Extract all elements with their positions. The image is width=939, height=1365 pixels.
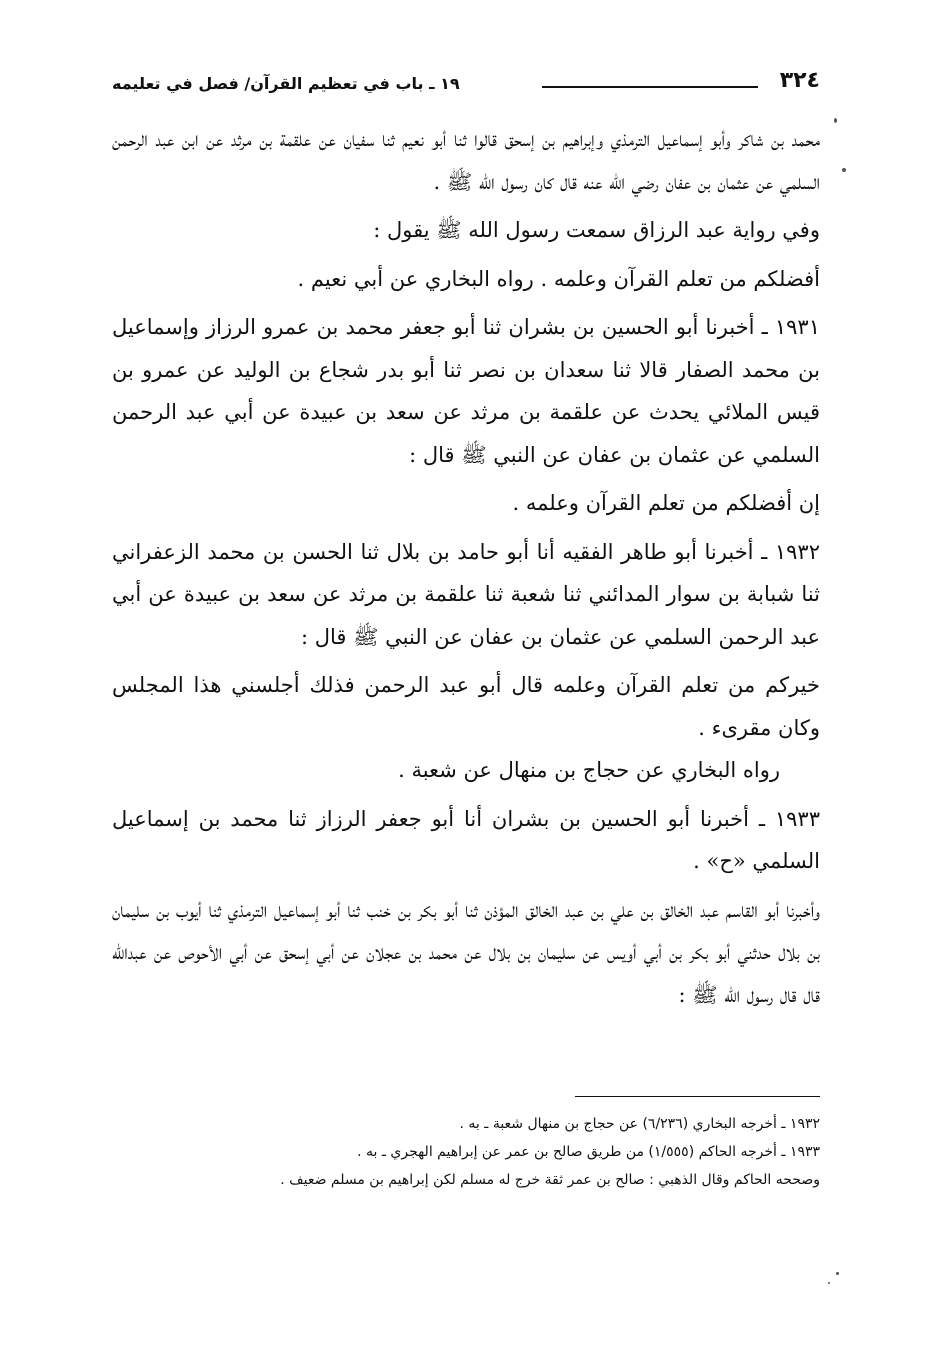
paragraph-hadith-1933: ١٩٣٣ ـ أخبرنا أبو الحسين بن بشران أنا أبو جعفر الرزاز ثنا محمد بن إسماعيل السلمي «ح» . [112,806,820,873]
scan-speck [834,118,837,123]
paragraph-hadith-1932: ١٩٣٢ ـ أخبرنا أبو طاهر الفقيه أنا أبو حامد بن بلال ثنا الحسن بن محمد الزعفراني ثنا شبابة بن سوار المدائني ثنا شعبة ثنا علقمة بن مرثد عن سعد بن عبيدة عن أبي عبد الرحمن السلمي عن عثمان بن عفان عن النبي ﷺ قال : [112,539,820,649]
paragraph-hadith-1933-second-chain: وأخبرنا أبو القاسم عبد الخالق بن علي بن عبد الخالق المؤذن ثنا أبو بكر بن خنب ثنا أبو إسماعيل الترمذي ثنا أيوب بن سليمان بن بلال حدثني أبو بكر بن أبي أويس عن سليمان بن بلال عن محمد بن عجلان عن أبي إسحق عن أبي الأحوص عن عبدالله قال قال رسول الله ﷺ : [112,897,820,1007]
paragraph-bukhari-attribution: رواه البخاري عن حجاج بن منهال عن شعبة . [398,758,780,782]
scan-speck [836,1272,839,1275]
paragraph-hadith-1932-matn: خيركم من تعلم القرآن وعلمه قال أبو عبد الرحمن فذلك أجلسني هذا المجلس وكان مقرىء . [112,673,820,740]
header-rule [542,86,758,88]
footnotes [112,1112,820,1196]
paragraph-isnad-continuation: محمد بن شاكر وأبو إسماعيل الترمذي وإبراهيم بن إسحق قالوا ثنا أبو نعيم ثنا سفيان عن علقمة بن مرثد عن ابن عبد الرحمن السلمي عن عثمان بن عفان رضي الله عنه قال كان رسول الله ﷺ . [112,127,820,194]
footnote-1933: ١٩٣٣ ـ أخرجه الحاكم (١/٥٥٥) من طريق صالح بن عمر عن إبراهيم الهجري ـ به . [357,1144,820,1160]
paragraph-hadith-1931-matn: إن أفضلكم من تعلم القرآن وعلمه . [512,491,820,515]
page-header [112,62,820,102]
scan-speck [828,1282,830,1284]
footnote-1932: ١٩٣٢ ـ أخرجه البخاري (٦/٢٣٦) عن حجاج بن منهال شعبة ـ به . [459,1116,820,1132]
footnote-separator [575,1096,820,1097]
page-number: ٣٢٤ [779,68,820,93]
running-title: ١٩ ـ باب في تعظيم القرآن/ فصل في تعليمه [112,74,460,93]
paragraph-hadith-1931: ١٩٣١ ـ أخبرنا أبو الحسين بن بشران ثنا أبو جعفر محمد بن عمرو الرزاز وإسماعيل بن محمد الصفار قالا ثنا سعدان بن نصر ثنا أبو بدر شجاع بن الوليد عن عمرو بن قيس الملائي يحدث عن علقمة بن مرثد عن سعد بن عبيدة عن أبي عبد الرحمن السلمي عن عثمان بن عفان عن النبي ﷺ قال : [112,315,820,467]
footnote-1933-grading: وصححه الحاكم وقال الذهبي : صالح بن عمر ثقة خرج له مسلم لكن إبراهيم بن مسلم ضعيف . [280,1172,820,1188]
paragraph-abd-al-razzaq-narration: وفي رواية عبد الرزاق سمعت رسول الله ﷺ يقول : [373,218,820,242]
paragraph-hadith-text: أفضلكم من تعلم القرآن وعلمه . رواه البخاري عن أبي نعيم . [297,266,820,291]
main-text [112,118,820,1022]
scan-speck [842,168,846,172]
